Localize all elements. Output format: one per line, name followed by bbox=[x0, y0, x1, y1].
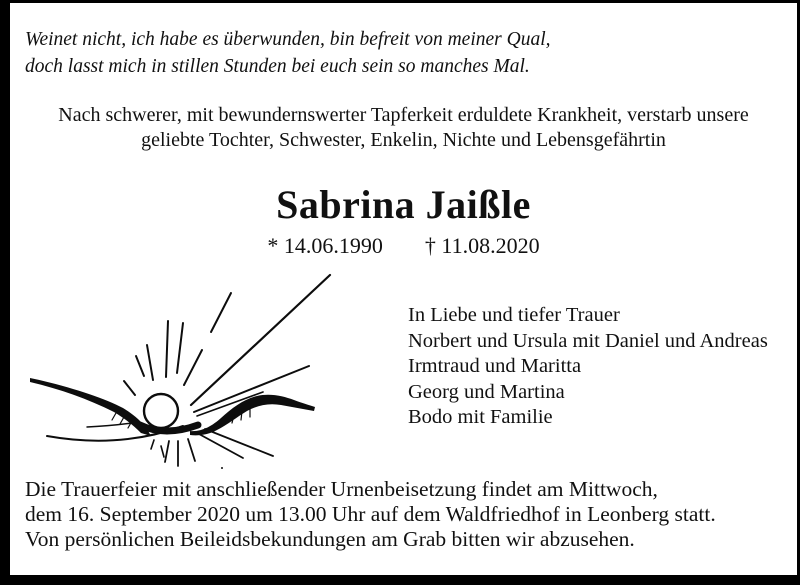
death-date: † 11.08.2020 bbox=[424, 233, 540, 258]
mourners-list bbox=[408, 303, 768, 431]
sun bbox=[144, 394, 178, 428]
life-dates bbox=[10, 234, 797, 258]
funeral-line: Die Trauerfeier mit anschließender Urnenbeisetzung findet am Mittwoch, bbox=[25, 477, 658, 501]
announcement-line: geliebte Tochter, Schwester, Enkelin, Nichte und Lebensgefährtin bbox=[141, 128, 666, 151]
funeral-details bbox=[25, 477, 716, 552]
mourners-line: Norbert und Ursula mit Daniel und Andreas bbox=[408, 329, 768, 352]
funeral-line: Von persönlichen Beileidsbekundungen am Grab bitten wir abzusehen. bbox=[25, 527, 635, 551]
verse-line: Weinet nicht, ich habe es überwunden, bin befreit von meiner Qual, bbox=[25, 29, 551, 50]
mourners-line: Georg und Martina bbox=[408, 380, 565, 403]
announcement-line: Nach schwerer, mit bewundernswerter Tapferkeit erduldete Krankheit, verstarb unsere bbox=[58, 104, 749, 126]
memorial-verse bbox=[25, 26, 551, 80]
birth-date: * 14.06.1990 bbox=[267, 233, 383, 258]
funeral-line: dem 16. September 2020 um 13.00 Uhr auf dem Waldfriedhof in Leonberg statt. bbox=[25, 502, 716, 526]
sunset-horizon-illustration bbox=[20, 265, 380, 475]
mourners-line: Bodo mit Familie bbox=[408, 406, 553, 428]
deceased-name: Sabrina Jaißle bbox=[276, 182, 531, 227]
announcement-text bbox=[10, 103, 797, 152]
mourners-line: In Liebe und tiefer Trauer bbox=[408, 304, 620, 326]
mourners-line: Irmtraud und Maritta bbox=[408, 355, 582, 377]
verse-line: doch lasst mich in stillen Stunden bei euch sein so manches Mal. bbox=[25, 56, 530, 77]
